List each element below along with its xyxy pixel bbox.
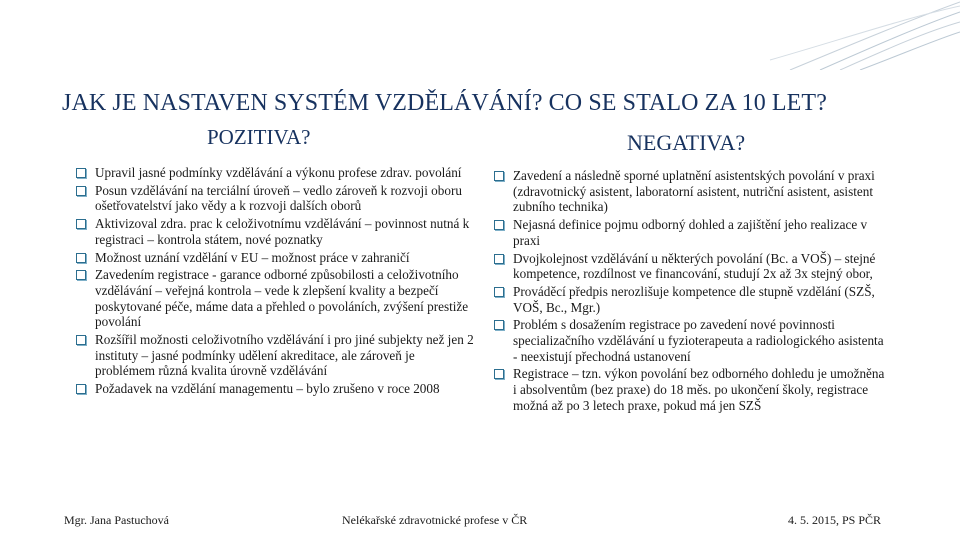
list-item: [76, 381, 474, 397]
positive-list: [76, 165, 474, 399]
list-item-text: Aktivizoval zdra. prac k celoživotnímu vzdělávání – povinnost nutná k registraci – kontrola státem, nové poznatky: [95, 216, 470, 247]
list-item-text: Nejasná definice pojmu odborný dohled a zajištění jeho realizace v praxi: [513, 217, 868, 248]
positive-heading: POZITIVA?: [207, 125, 311, 149]
list-item: [76, 216, 474, 247]
checkbox-bullet-icon: [494, 287, 504, 297]
list-item-text: Požadavek na vzdělání managementu – bylo zrušeno v roce 2008: [95, 381, 440, 397]
list-item: [76, 250, 474, 266]
checkbox-bullet-icon: [494, 171, 504, 181]
checkbox-bullet-icon: [76, 335, 86, 345]
list-item-text: Upravil jasné podmínky vzdělávání a výkonu profese zdrav. povolání: [95, 165, 462, 180]
list-item-text: Prováděcí předpis nerozlišuje kompetence dle stupně vzdělání (SZŠ, VOŠ, Bc., Mgr.): [513, 283, 875, 315]
list-item: [76, 332, 474, 379]
negative-list: [494, 168, 888, 416]
checkbox-bullet-icon: [494, 220, 504, 230]
list-item-text: Rozšířil možnosti celoživotního vzdělávání i pro jiné subjekty než jen 2 instituty – jasné podmínky udělení akreditace, ale zároveň je problémem různá kvalita úrovně vzdělávání: [95, 332, 474, 379]
list-item-text: Registrace – tzn. výkon povolání bez odborného dohledu je umožněna i absolventům (bez praxe) do 18 měs. po ukončení školy, registrace možná až po 3 letech praxe, pokud má jen SZŠ: [513, 366, 885, 413]
checkbox-bullet-icon: [494, 320, 504, 330]
list-item-text: Dvojkolejnost vzdělávání u některých povolání (Bc. a VOŠ) – stejné kompetence, rozdílnost ve financování, studují 2x až 3x stejný obor,: [513, 250, 876, 282]
list-item: [76, 183, 474, 214]
list-item: [494, 168, 888, 215]
list-item: [76, 267, 474, 330]
negative-heading: NEGATIVA?: [627, 130, 746, 155]
checkbox-bullet-icon: [494, 254, 504, 264]
list-item-text: Možnost uznání vzdělání v EU – možnost práce v zahraničí: [95, 249, 410, 265]
list-item: [76, 165, 474, 181]
list-item-text: Posun vzdělávání na terciální úroveň – vedlo zároveň k rozvoji oboru ošetřovatelství jako vědy a k rozvoji dalších oborů: [95, 182, 462, 214]
footer-center-title: Nelékařské zdravotnické profese v ČR: [342, 513, 528, 527]
footer-author: Mgr. Jana Pastuchová: [64, 513, 169, 527]
checkbox-bullet-icon: [76, 384, 86, 394]
checkbox-bullet-icon: [76, 168, 86, 178]
list-item: [494, 251, 888, 282]
list-item: [494, 217, 888, 248]
slide-title: JAK JE NASTAVEN SYSTÉM VZDĚLÁVÁNÍ? CO SE STALO ZA 10 LET?: [62, 90, 827, 116]
list-item-text: Zavedení a následně sporné uplatnění asistentských povolání v praxi (zdravotnický asistent, laboratorní asistent, nutriční asistent, asistent zubního technika): [513, 168, 875, 215]
checkbox-bullet-icon: [76, 186, 86, 196]
checkbox-bullet-icon: [76, 270, 86, 280]
list-item: [494, 366, 888, 413]
list-item: [494, 317, 888, 364]
footer-date: 4. 5. 2015, PS PČR: [788, 513, 882, 527]
checkbox-bullet-icon: [76, 253, 86, 263]
list-item-text: Problém s dosažením registrace po zavedení nové povinnosti specializačního vzdělávání u fyzioterapeuta a radiologického asistenta - neexistují přechodná ustanovení: [513, 317, 884, 364]
list-item: [494, 284, 888, 315]
checkbox-bullet-icon: [76, 219, 86, 229]
checkbox-bullet-icon: [494, 369, 504, 379]
list-item-text: Zavedením registrace - garance odborné způsobilosti a celoživotního vzdělávání – veřejná kontrola – vede k zlepšení kvality a bezpečí poskytované péče, máme data a přehled o povoláních, zvýšení prestiže povolání: [95, 267, 469, 330]
corner-decoration-lines: [640, 0, 960, 70]
